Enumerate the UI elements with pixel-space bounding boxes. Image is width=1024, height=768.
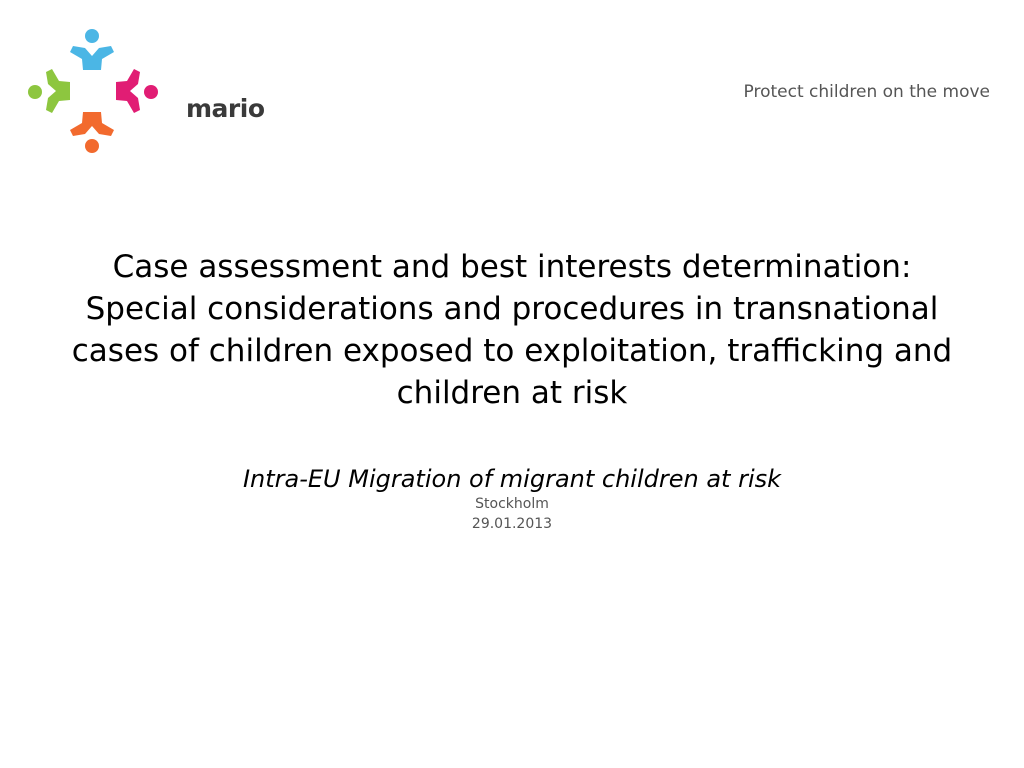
event-location: Stockholm: [475, 496, 549, 512]
slide-title: Case assessment and best interests determination: Special considerations and procedures in transnational cases of children exposed to exploitation, trafficking and children at risk: [71, 249, 953, 411]
header-tagline: Protect children on the move: [743, 82, 990, 102]
slide-subtitle: Intra-EU Migration of migrant children at risk: [242, 465, 782, 493]
mario-logo: [28, 26, 265, 156]
event-date: 29.01.2013: [471, 516, 553, 532]
slide-content: [60, 246, 964, 534]
logo-wordmark: mario: [186, 94, 265, 123]
mario-people-ring-logo-icon: [28, 26, 178, 156]
